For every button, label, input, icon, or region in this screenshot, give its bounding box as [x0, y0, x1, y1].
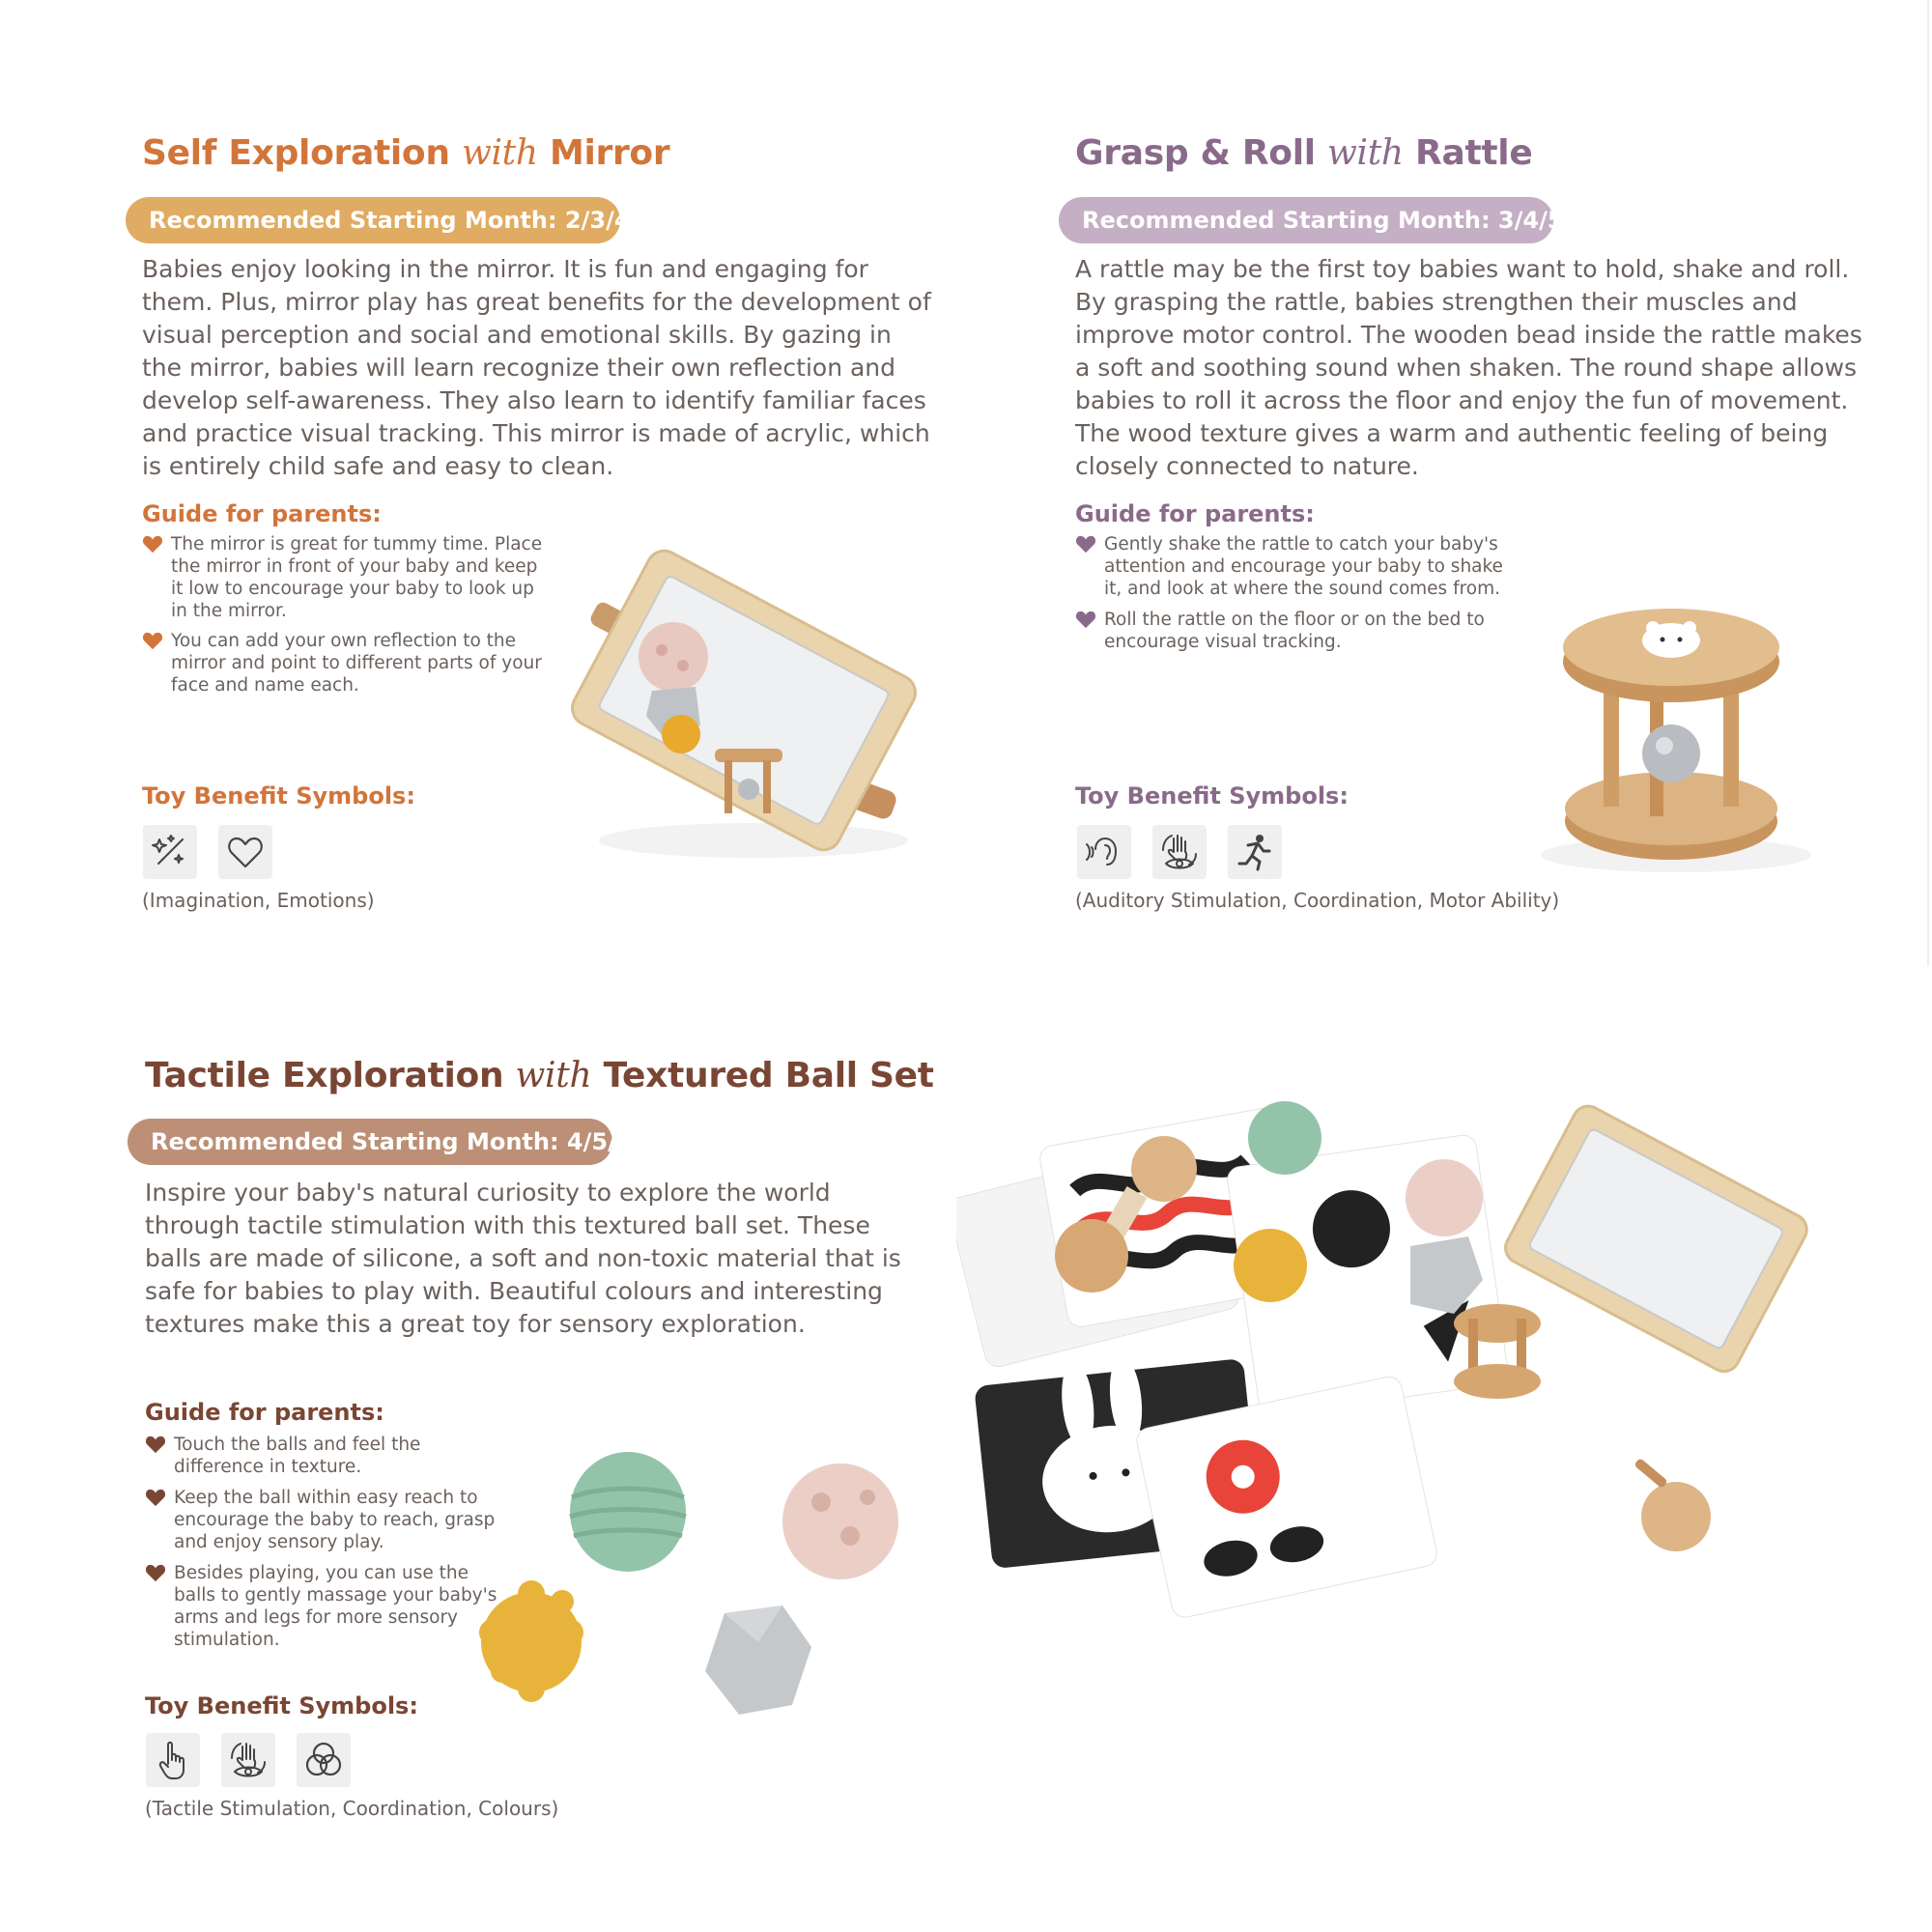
heart-icon: [145, 1488, 166, 1507]
page-edge-divider: [1927, 0, 1929, 966]
guide-text: The mirror is great for tummy time. Place the mirror in front of your baby and keep it low to encourage your baby to look up in the mirror.: [171, 534, 543, 621]
list-item: [1075, 533, 1515, 600]
mirror-guide-title: Guide for parents:: [142, 500, 382, 527]
guide-text: Roll the rattle on the floor or on the bed to encourage visual tracking.: [1104, 610, 1485, 652]
ear-icon: [1084, 832, 1124, 872]
color-circles-icon: [302, 1739, 345, 1781]
balls-guide-list: [145, 1434, 512, 1651]
hand-eye-coordination-icon: [227, 1739, 270, 1781]
heart-icon: [1075, 534, 1096, 554]
tactile-symbol: [146, 1733, 200, 1787]
guide-text: Keep the ball within easy reach to encourage the baby to reach, grasp and enjoy sensory play.: [174, 1488, 496, 1552]
balls-title: [145, 1056, 934, 1095]
motor-ability-symbol: [1228, 825, 1282, 879]
rattle-guide-title: Guide for parents:: [1075, 500, 1315, 527]
balls-title-with: with: [515, 1056, 592, 1095]
balls-month-badge: Recommended Starting Month: 4/5/6: [128, 1119, 612, 1165]
mirror-title: [142, 133, 669, 173]
coordination-symbol: [1152, 825, 1207, 879]
heart-outline-icon: [227, 835, 264, 869]
balls-title-part2: Textured Ball Set: [603, 1056, 934, 1095]
guide-text: You can add your own reflection to the mirror and point to different parts of your face and name each.: [171, 631, 542, 696]
mirror-description: Babies enjoy looking in the mirror. It is fun and engaging for them. Plus, mirror play has great benefits for the development of visual perception and social and emotional skills. By gazing in the mirror, babies will learn recognize their own reflection and develop self-awareness. They also learn to identify familiar faces and practice visual tracking. This mirror is made of acrylic, which is entirely child safe and easy to clean.: [142, 255, 931, 480]
heart-icon: [142, 534, 163, 554]
mirror-symbols-caption: (Imagination, Emotions): [142, 889, 375, 912]
rattle-symbols-caption: (Auditory Stimulation, Coordination, Motor Ability): [1075, 889, 1560, 912]
balls-description: Inspire your baby's natural curiosity to explore the world through tactile stimulation with this textured ball set. These balls are made of silicone, a soft and non-toxic material that is safe for babies to play with. Beautiful colours and interesting textures make this a great toy for sensory exploration.: [145, 1179, 901, 1338]
list-item: [142, 630, 548, 696]
balls-symbols-caption: (Tactile Stimulation, Coordination, Colours): [145, 1797, 559, 1820]
coordination-symbol: [221, 1733, 275, 1787]
mirror-title-with: with: [461, 133, 538, 173]
heart-icon: [145, 1435, 166, 1454]
mirror-title-part2: Mirror: [549, 133, 670, 173]
hand-eye-coordination-icon: [1158, 831, 1201, 873]
rattle-month-badge: Recommended Starting Month: 3/4/5: [1059, 197, 1553, 243]
heart-icon: [142, 631, 163, 650]
mirror-symbols: [143, 825, 272, 879]
list-item: [145, 1562, 512, 1651]
balls-symbols-title: Toy Benefit Symbols:: [145, 1692, 418, 1719]
mirror-month-badge: Recommended Starting Month: 2/3/4: [126, 197, 620, 243]
pointing-finger-icon: [153, 1739, 193, 1781]
rattle-guide-list: [1075, 533, 1515, 653]
imagination-symbol: [143, 825, 197, 879]
rattle-title-with: with: [1327, 133, 1404, 173]
heart-icon: [1075, 610, 1096, 629]
running-person-icon: [1235, 832, 1275, 872]
balls-title-part1: Tactile Exploration: [145, 1056, 504, 1095]
mirror-title-part1: Self Exploration: [142, 133, 450, 173]
rattle-toy-image: [1526, 594, 1816, 884]
list-item: [145, 1487, 512, 1553]
mirror-symbols-title: Toy Benefit Symbols:: [142, 782, 415, 810]
list-item: [145, 1434, 512, 1478]
ball-set-image: [464, 1439, 908, 1739]
rattle-symbols-title: Toy Benefit Symbols:: [1075, 782, 1349, 810]
guide-text: Touch the balls and feel the difference in texture.: [174, 1435, 421, 1477]
rattle-title-part2: Rattle: [1415, 133, 1533, 173]
list-item: [142, 533, 548, 622]
balls-symbols: [146, 1733, 351, 1787]
mirror-guide-list: [142, 533, 548, 696]
rattle-title-part1: Grasp & Roll: [1075, 133, 1316, 173]
magic-wand-icon: [150, 832, 190, 872]
heart-icon: [145, 1563, 166, 1582]
rattle-description: A rattle may be the first toy babies want to hold, shake and roll. By grasping the rattle, babies strengthen their muscles and improve motor control. The wooden bead inside the rattle makes a soft and soothing sound when shaken. The round shape allows babies to roll it across the floor and enjoy the fun of movement. The wood texture gives a warm and authentic feeling of being closely connected to nature.: [1075, 255, 1862, 480]
guide-text: Gently shake the rattle to catch your baby's attention and encourage your baby to shake it, and look at where the sound comes from.: [1104, 534, 1503, 599]
balls-guide-title: Guide for parents:: [145, 1399, 384, 1426]
auditory-symbol: [1077, 825, 1131, 879]
list-item: [1075, 609, 1515, 653]
rattle-symbols: [1077, 825, 1282, 879]
guide-text: Besides playing, you can use the balls to gently massage your baby's arms and legs for more sensory stimulation.: [174, 1563, 497, 1650]
mirror-toy-image: [565, 546, 923, 874]
emotions-symbol: [218, 825, 272, 879]
full-set-image: [956, 1082, 1855, 1681]
colours-symbol: [297, 1733, 351, 1787]
rattle-title: [1075, 133, 1532, 173]
